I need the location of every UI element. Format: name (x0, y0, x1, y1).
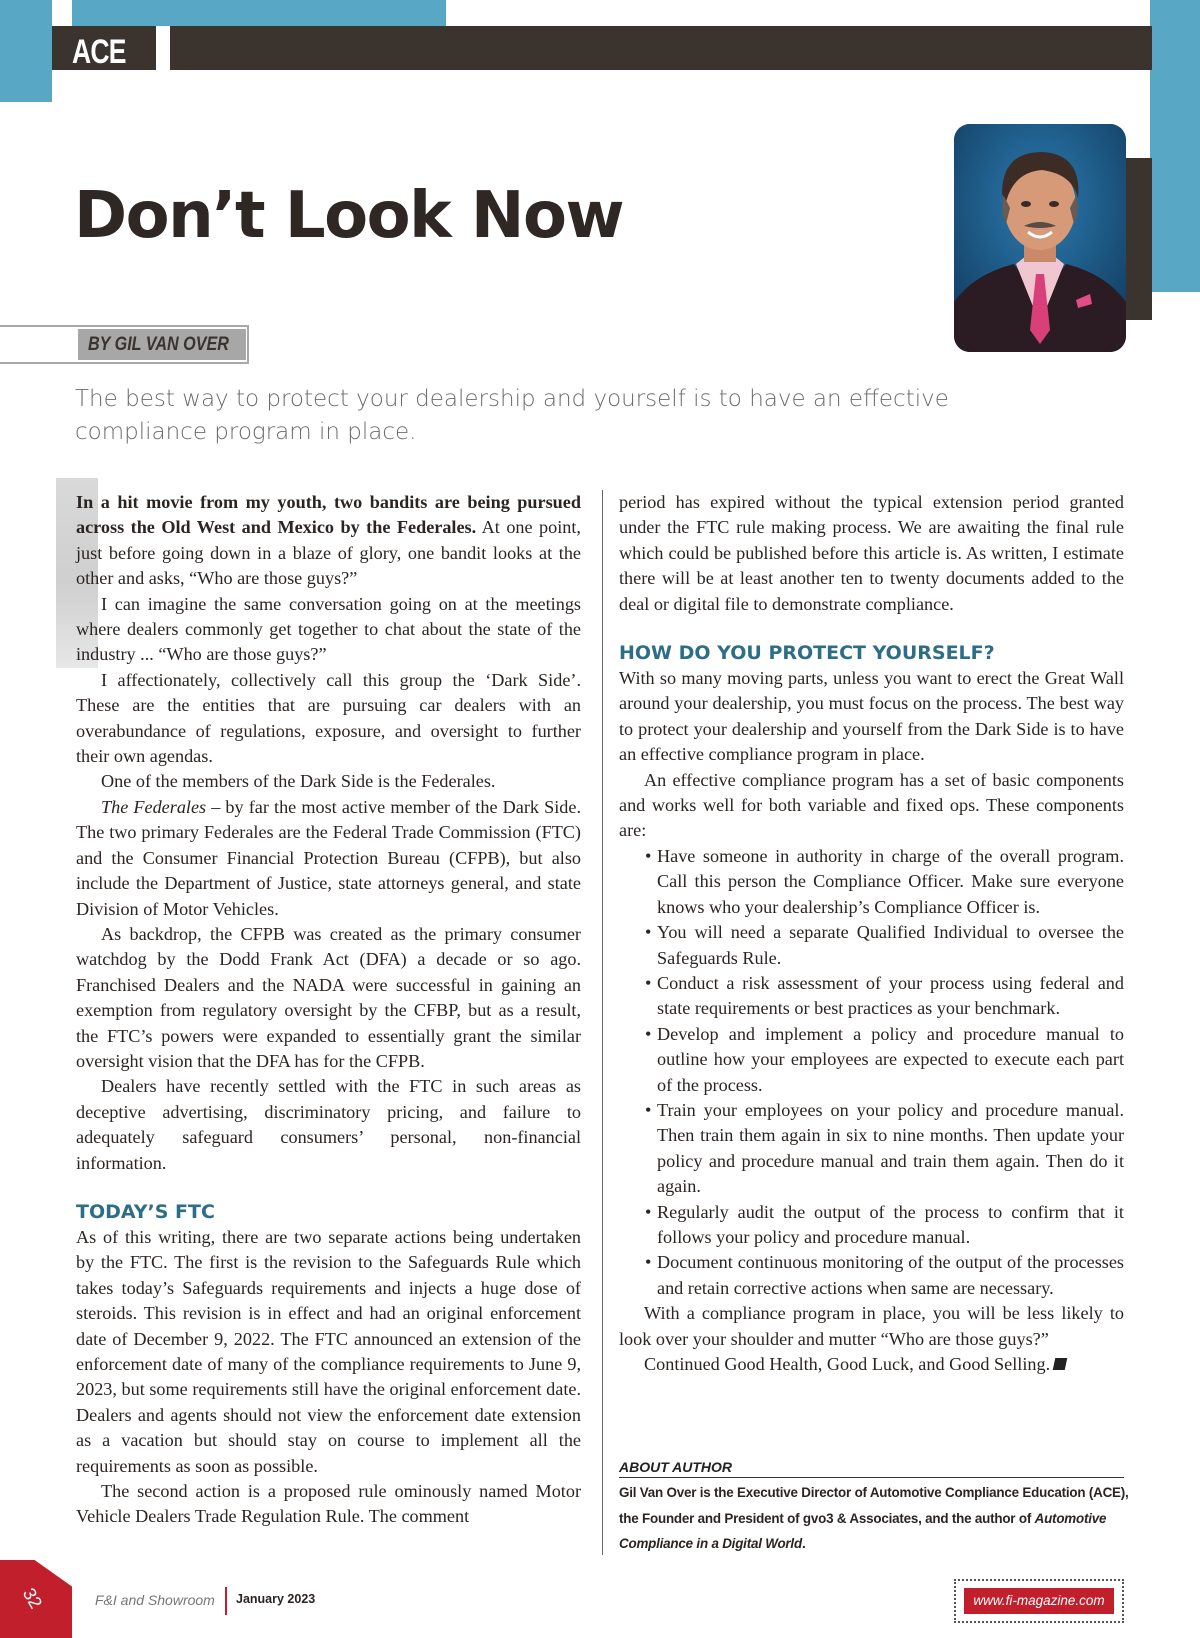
closing-line: Continued Good Health, Good Luck, and Good Selling. (644, 1354, 1051, 1374)
footer-separator (225, 1587, 227, 1615)
left-column (76, 490, 581, 1530)
article-title: Don’t Look Now (74, 179, 624, 253)
paragraph: An effective compliance program has a set of basic components and works well for both variable and fixed ops. These components are: (619, 769, 1124, 841)
about-author-text (619, 1480, 1129, 1557)
list-item: • Regularly audit the output of the process to confirm that it follows your policy and procedure manual. (657, 1200, 1124, 1251)
paragraph-text: – by far the most active member of the Dark Side. The two primary Federales are the Federal Trade Commission (FTC) and the Consumer Financial Protection Bureau (CFPB), but also include the Department of Justice, state attorneys general, and state Division of Motor Vehicles. (76, 796, 581, 919)
list-item: • Have someone in authority in charge of the overall program. Call this person the Compliance Officer. Make sure everyone knows who your dealership’s Compliance Officer is. (657, 844, 1124, 920)
paragraph: Dealers have recently settled with the FTC in such areas as deceptive advertising, discriminatory pricing, and failure to adequately safeguard consumers’ personal, non-financial information. (76, 1076, 581, 1173)
header-left-accent (0, 0, 52, 102)
list-item: • Train your employees on your policy and procedure manual. Then train them again in six to nine months. Then update your policy and procedure manual and train them again. Then do it again. (657, 1098, 1124, 1200)
column-divider (602, 490, 603, 1555)
paragraph: The second action is a proposed rule ominously named Motor Vehicle Dealers Trade Regulation Rule. The comment (76, 1481, 581, 1527)
end-mark-icon (1053, 1358, 1068, 1370)
paragraph (76, 490, 581, 592)
paragraph: As of this writing, there are two separate actions being undertaken by the FTC. The first is the revision to the Safeguards Rule which takes today’s Safeguards requirements and injects a huge dose of steroids. This revision is in effect and had an original enforcement date of December 9, 2022. The FTC announced an extension of the enforcement date of many of the compliance requirements to June 9, 2023, but some requirements still have the original enforcement date. Dealers and agents should not view the enforcement date extension as a vacation but should stay on course to implement all the requirements as soon as possible. (76, 1226, 581, 1476)
emphasis: The Federales (101, 796, 207, 817)
paragraph: I can imagine the same conversation going on at the meetings where dealers commonly get together to chat about the state of the industry ... “Who are those guys?” (76, 593, 581, 665)
article-deck: The best way to protect your dealership and yourself is to have an effective compliance program in place. (75, 386, 949, 445)
about-text: Gil Van Over is the Executive Director of Automotive Compliance Education (ACE), the Founder and President of gvo3 & Associates, and the author of (619, 1485, 1129, 1526)
header-dark-bar (170, 26, 1152, 70)
list-item: • Document continuous monitoring of the output of the processes and retain corrective actions when same are necessary. (657, 1250, 1124, 1301)
footer-magazine: F&I and Showroom (95, 1592, 215, 1608)
lead-in: In a hit movie from my youth, two bandits are being pursued across the Old West and Mexico by the Federales. (76, 492, 581, 538)
paragraph: I affectionately, collectively call this group the ‘Dark Side’. These are the entities that are pursuing car dealers with an overabundance of regulations, exposure, and oversight to further their own agendas. (76, 669, 581, 767)
author-photo (954, 124, 1126, 352)
right-column (619, 490, 1124, 1377)
header-accent-bar (72, 0, 446, 26)
subheading-todays-ftc: TODAY’S FTC (76, 1200, 215, 1223)
author-portrait-illustration (954, 124, 1126, 352)
list-item: • You will need a separate Qualified Individual to oversee the Safeguards Rule. (657, 920, 1124, 971)
section-tag: ACE (72, 33, 126, 71)
page-number: 32 (18, 1584, 47, 1612)
paragraph (619, 1352, 1124, 1377)
paragraph: With so many moving parts, unless you want to erect the Great Wall around your dealership, you must focus on the process. The best way to protect your dealership and yourself from the Dark Side is to have an effective compliance program in place. (619, 668, 1124, 765)
footer-date: January 2023 (236, 1592, 316, 1606)
header-right-accent (1150, 0, 1200, 292)
paragraph: period has expired without the typical extension period granted under the FTC rule making process. We are awaiting the final rule which could be published before this article is. As written, I estimate there will be at least another ten to twenty documents added to the deal or digital file to demonstrate compliance. (619, 492, 1124, 614)
about-author-heading: ABOUT AUTHOR (619, 1458, 1124, 1478)
list-item: • Conduct a risk assessment of your process using federal and state requirements or best practices as your benchmark. (657, 971, 1124, 1022)
footer-url-link[interactable]: www.fi-magazine.com (964, 1588, 1114, 1614)
book-title: Automotive Compliance in a Digital World (619, 1510, 1107, 1551)
subheading-protect-yourself: HOW DO YOU PROTECT YOURSELF? (619, 642, 995, 665)
paragraph-text: At one point, just before going down in a blaze of glory, one bandit looks at the other and asks, “Who are those guys?” (76, 517, 581, 589)
paragraph (76, 795, 581, 922)
paragraph: As backdrop, the CFPB was created as the primary consumer watchdog by the Dodd Frank Act (DFA) a decade or so ago. Franchised Dealers and the NADA were successful in gaining an exemption from regulatory oversight by the CFBP, but as a result, the FTC’s powers were expanded to essentially grant the similar oversight vision that the DFA has for the CFPB. (76, 923, 581, 1071)
paragraph: With a compliance program in place, you will be less likely to look over your shoulder and mutter “Who are those guys?” (619, 1303, 1124, 1349)
paragraph: One of the members of the Dark Side is the Federales. (101, 771, 496, 792)
components-list (619, 844, 1124, 1301)
byline: BY GIL VAN OVER (88, 334, 229, 355)
list-item: • Develop and implement a policy and procedure manual to outline how your employees are expected to execute each part of the process. (657, 1022, 1124, 1098)
about-end: . (801, 1536, 806, 1551)
